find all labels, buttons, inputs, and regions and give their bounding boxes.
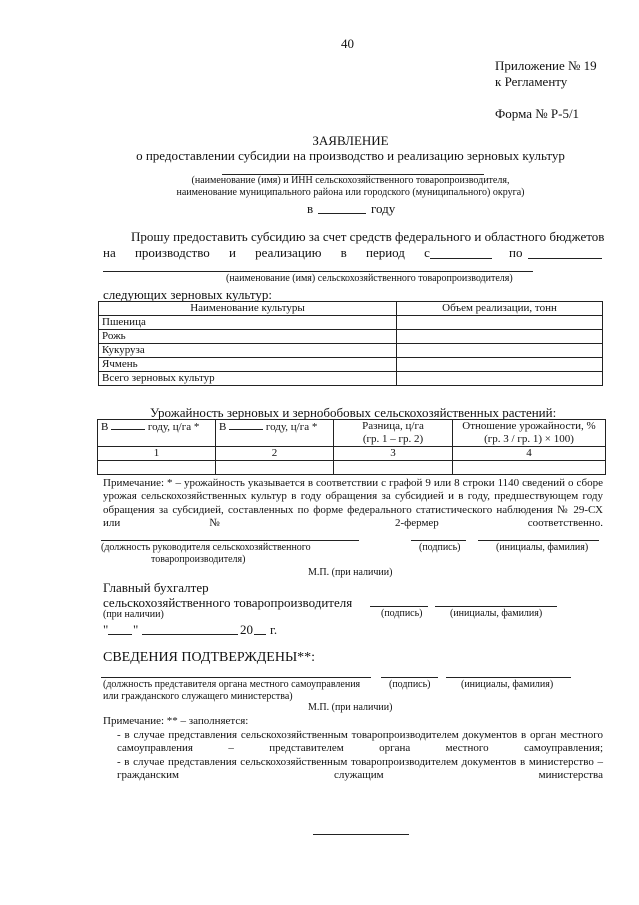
table-header-row	[99, 302, 603, 316]
date-quote-open: "	[103, 622, 109, 637]
period-start-line[interactable]	[430, 258, 492, 259]
volume-cell[interactable]	[397, 358, 603, 372]
column-number: 3	[334, 447, 453, 461]
head-signature-hint: (подпись)	[419, 542, 461, 553]
document-title: ЗАЯВЛЕНИЕ	[312, 133, 389, 148]
note-2-item-1: - в случае представления сельскохозяйственным товаропроизводителем документов в орган местного самоуправления – представителем органа местного самоуправления;	[117, 729, 603, 755]
difference-header	[334, 420, 453, 447]
appendix-label: Приложение № 19	[495, 58, 597, 73]
rep-name-line[interactable]	[446, 677, 571, 678]
year-suffix: году	[371, 201, 396, 216]
table-row	[99, 316, 603, 330]
note-1: Примечание: * – урожайность указывается в соответствии с графой 9 или 8 строки 1140 сведений о сборе урожая сельскохозяйственных культур в году обращения за субсидией и в году, предшествующем году обращения за субсидией, составленных по форме федерального статистического наблюдения № 29-СХ или № 2-фермер соответственно.	[103, 477, 603, 530]
rep-signature-hint: (подпись)	[389, 679, 431, 690]
date-year-suffix: г.	[270, 622, 278, 637]
request-line-2	[103, 245, 430, 261]
request-word: и	[228, 245, 236, 260]
data-cell[interactable]	[216, 461, 334, 475]
head-name-hint: (инициалы, фамилия)	[496, 542, 589, 553]
crops-intro: следующих зерновых культур:	[103, 287, 272, 302]
year2-header	[216, 420, 334, 447]
date-quote-close: "	[133, 622, 139, 637]
crop-name: Пшеница	[99, 316, 397, 330]
crops-table	[98, 301, 603, 386]
applicant-hint-1: (наименование (имя) и ИНН сельскохозяйственного товаропроизводителя,	[191, 175, 510, 186]
note-2-item-2: - в случае представления сельскохозяйственным товаропроизводителем документов в министерство – гражданским служащим министерства	[117, 756, 603, 782]
rep-signature-line[interactable]	[381, 677, 438, 678]
table-row	[99, 372, 603, 386]
crop-name: Кукуруза	[99, 344, 397, 358]
crop-name: Рожь	[99, 330, 397, 344]
accountant-signature-hint: (подпись)	[381, 608, 423, 619]
header-line: Отношение урожайности, %	[462, 420, 596, 432]
accountant-title-1: Главный бухгалтер	[103, 580, 209, 595]
year1-input-line[interactable]	[111, 420, 145, 430]
accountant-name-line[interactable]	[435, 606, 557, 607]
data-cell[interactable]	[453, 461, 606, 475]
date-year-prefix: 20	[240, 622, 253, 637]
period-to-label: по	[509, 245, 523, 260]
header-line: (гр. 1 – гр. 2)	[362, 433, 424, 445]
crop-name: Ячмень	[99, 358, 397, 372]
year-input-line[interactable]	[318, 213, 366, 214]
head-signature-line[interactable]	[411, 540, 466, 541]
table-header-row	[98, 420, 606, 447]
year1-header	[98, 420, 216, 447]
request-line-1: Прошу предоставить субсидию за счет средств федерального и областного бюджетов	[131, 229, 605, 244]
accountant-signature-line[interactable]	[370, 606, 428, 607]
volume-cell[interactable]	[397, 372, 603, 386]
rep-position-hint-1: (должность представителя органа местного самоуправления	[103, 679, 361, 690]
header-suffix: году, ц/га *	[147, 421, 200, 433]
form-code: Форма № Р-5/1	[495, 106, 580, 121]
volume-cell[interactable]	[397, 316, 603, 330]
document-subtitle: о предоставлении субсидии на производство и реализацию зерновых культур	[136, 148, 565, 163]
column-number: 2	[216, 447, 334, 461]
page-number: 40	[341, 36, 354, 51]
column-number: 4	[453, 447, 606, 461]
producer-name-line[interactable]	[103, 271, 533, 272]
request-word: производство	[134, 245, 210, 260]
column-header: Объем реализации, тонн	[397, 302, 603, 316]
request-word: с	[424, 245, 430, 260]
head-name-line[interactable]	[478, 540, 599, 541]
footer-separator	[313, 834, 409, 835]
rep-position-hint-2: или гражданского служащего министерства)	[103, 691, 293, 702]
yield-table-title: Урожайность зерновых и зернобобовых сельскохозяйственных растений:	[150, 405, 557, 420]
head-position-hint-1: (должность руководителя сельскохозяйственного	[101, 542, 311, 553]
ratio-header	[453, 420, 606, 447]
head-stamp: М.П. (при наличии)	[308, 567, 393, 578]
date-year-line[interactable]	[254, 634, 266, 635]
request-word: в	[340, 245, 347, 260]
accountant-if-any: (при наличии)	[103, 609, 164, 620]
head-position-hint-2: товаропроизводителя)	[151, 554, 246, 565]
crop-name: Всего зерновых культур	[99, 372, 397, 386]
date-day-line[interactable]	[108, 634, 132, 635]
volume-cell[interactable]	[397, 344, 603, 358]
header-line: (гр. 3 / гр. 1) × 100)	[484, 433, 574, 445]
table-row	[98, 461, 606, 475]
header-prefix: В	[101, 421, 109, 433]
head-position-line[interactable]	[101, 540, 359, 541]
request-word: период	[366, 245, 405, 260]
date-month-line[interactable]	[142, 634, 238, 635]
year-prefix: в	[307, 201, 314, 216]
rep-name-hint: (инициалы, фамилия)	[461, 679, 554, 690]
header-line: Разница, ц/га	[362, 420, 424, 432]
rep-position-line[interactable]	[101, 677, 371, 678]
rep-stamp: М.П. (при наличии)	[308, 702, 393, 713]
data-cell[interactable]	[334, 461, 453, 475]
regulation-label: к Регламенту	[495, 74, 568, 89]
period-end-line[interactable]	[528, 258, 602, 259]
year2-input-line[interactable]	[229, 420, 263, 430]
producer-hint: (наименование (имя) сельскохозяйственного товаропроизводителя)	[226, 273, 513, 284]
accountant-name-hint: (инициалы, фамилия)	[450, 608, 543, 619]
column-number: 1	[98, 447, 216, 461]
yield-table	[97, 419, 606, 475]
table-row	[99, 358, 603, 372]
request-word: реализацию	[255, 245, 322, 260]
note-2-title: Примечание: ** – заполняется:	[103, 715, 249, 727]
data-cell[interactable]	[98, 461, 216, 475]
accountant-title-2: сельскохозяйственного товаропроизводителя	[103, 595, 353, 610]
volume-cell[interactable]	[397, 330, 603, 344]
request-word: на	[103, 245, 116, 260]
column-header: Наименование культуры	[99, 302, 397, 316]
column-number-row	[98, 447, 606, 461]
header-prefix: В	[219, 421, 227, 433]
applicant-hint-2: наименование муниципального района или городского (муниципального) округа)	[176, 187, 525, 198]
header-suffix: году, ц/га *	[265, 421, 318, 433]
confirmed-title: СВЕДЕНИЯ ПОДТВЕРЖДЕНЫ**:	[103, 650, 316, 665]
table-row	[99, 344, 603, 358]
table-row	[99, 330, 603, 344]
